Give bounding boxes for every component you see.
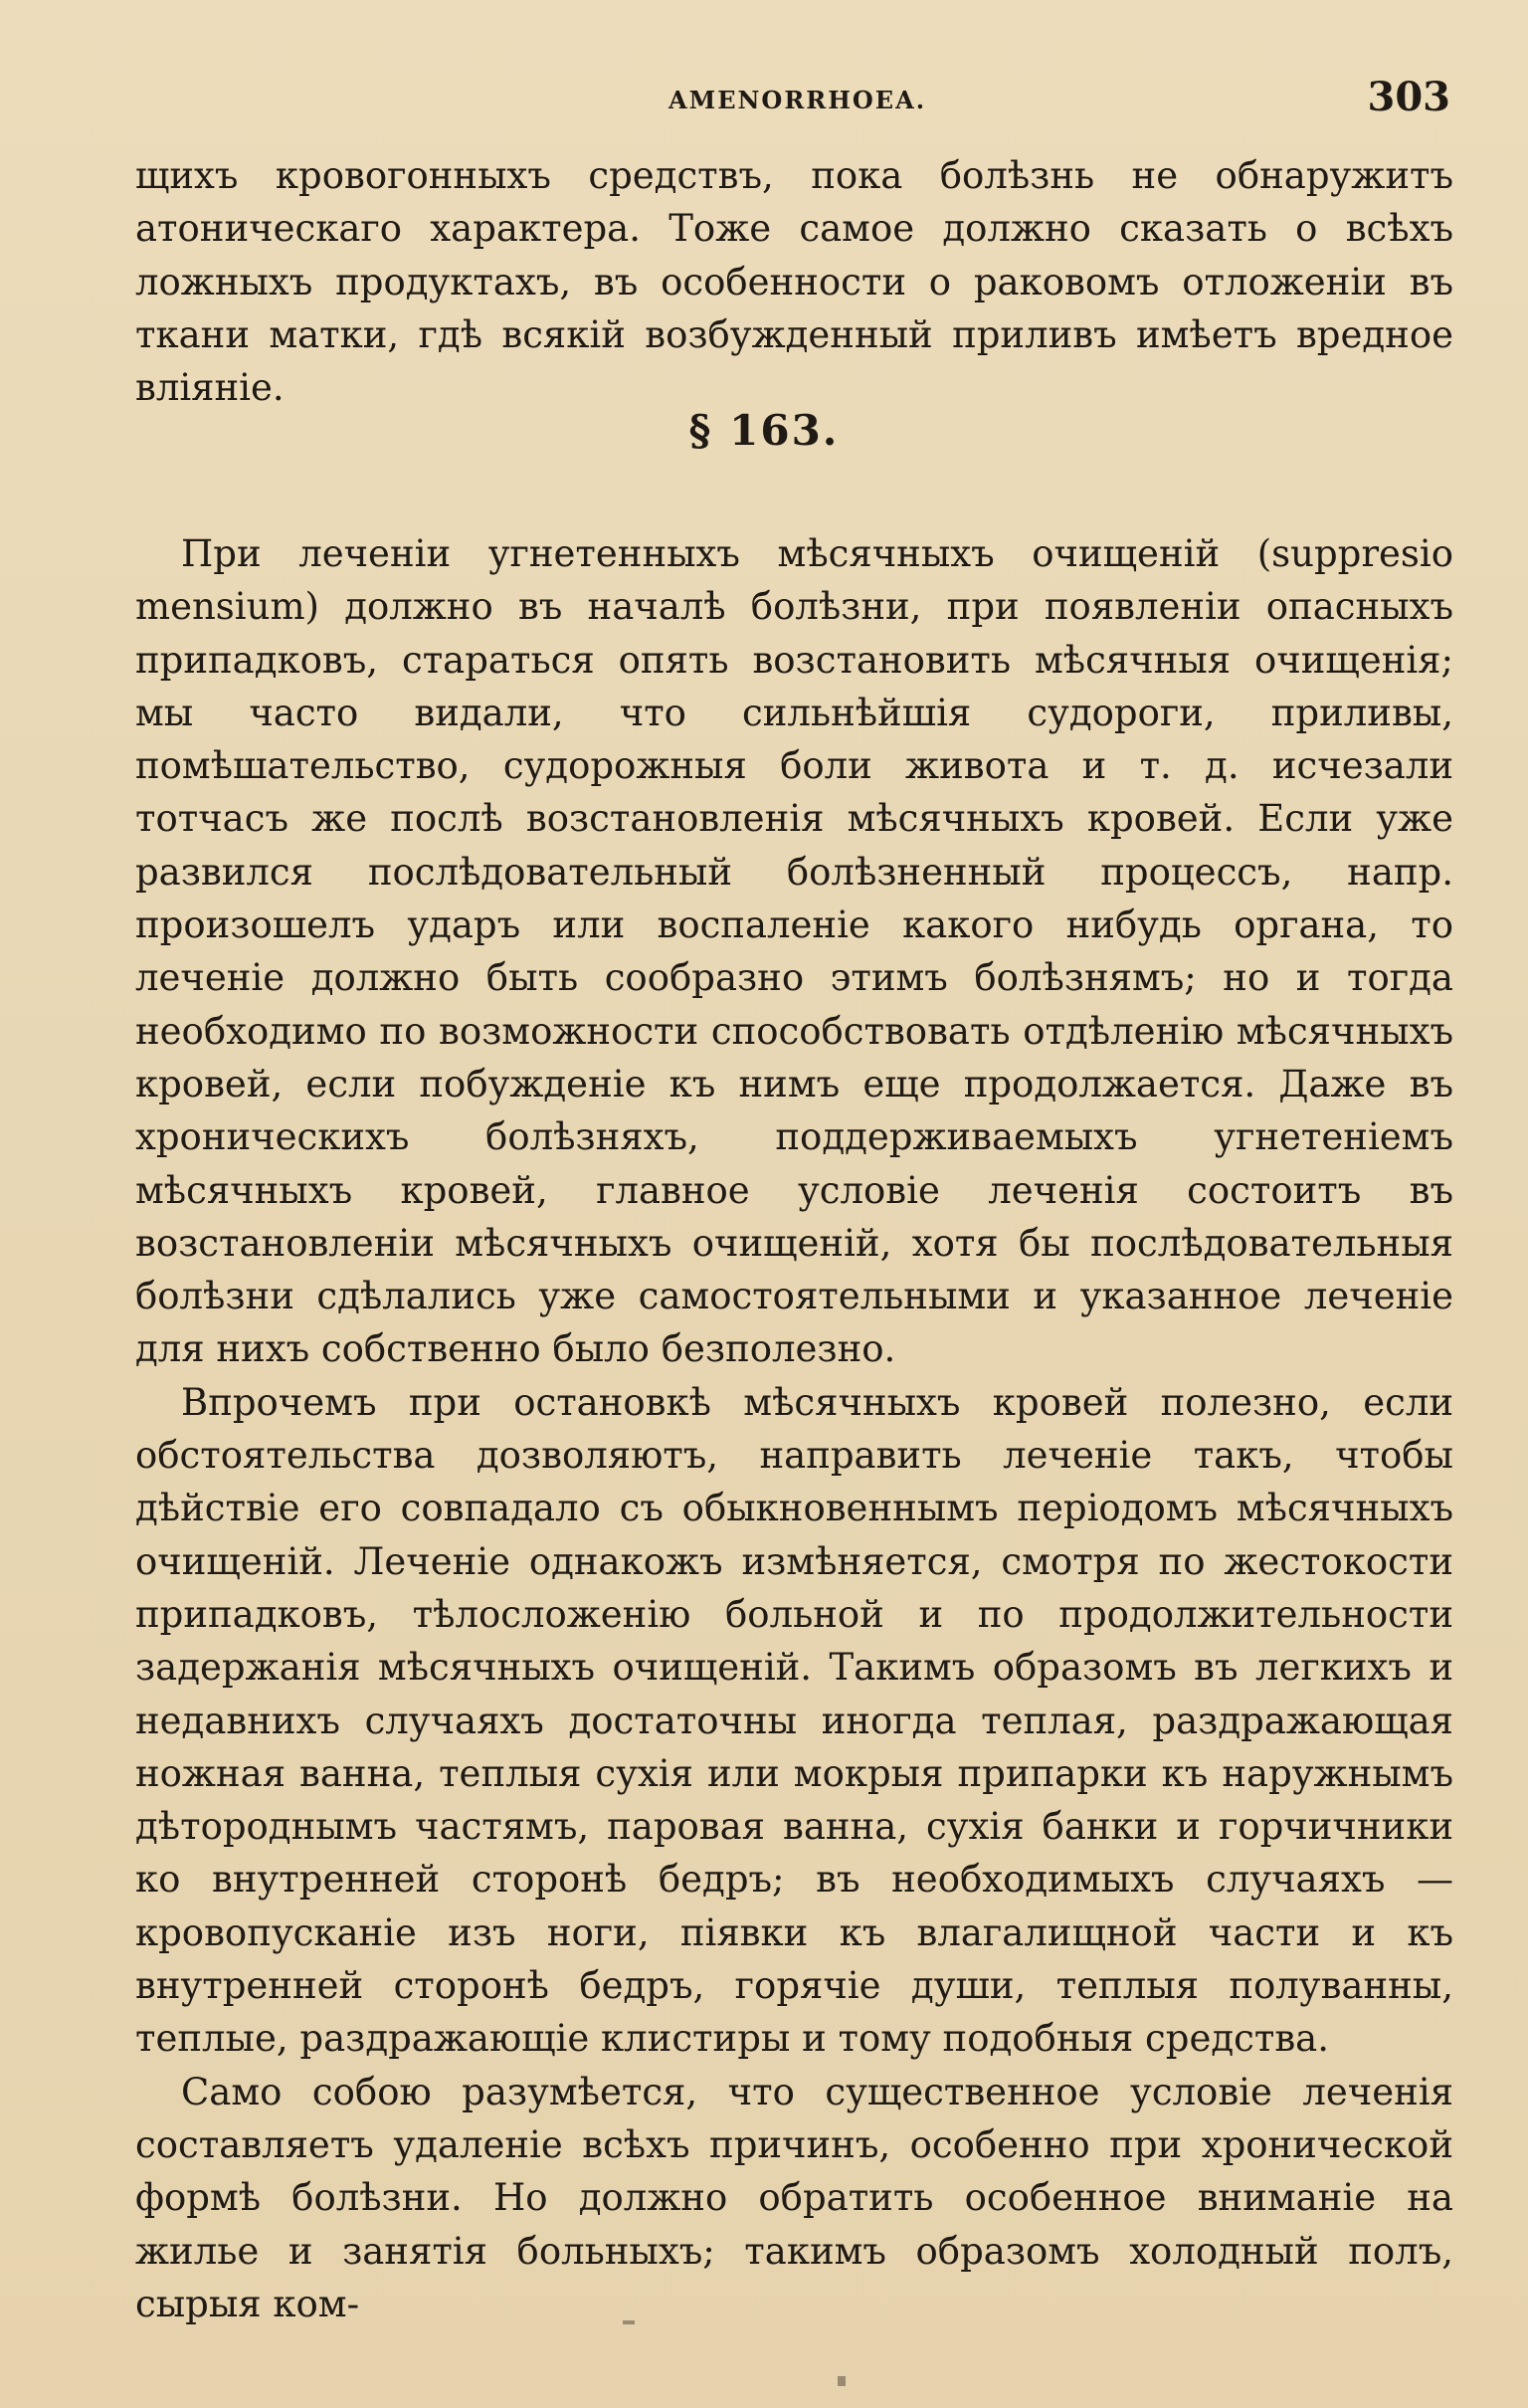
paragraph-1: При леченiи угнетенныхъ мѣсячныхъ очищенiй (suppresio mensium) должно въ началѣ болѣзни, при появленiи опасныхъ припадковъ, стараться опять возстановить мѣсячныя очищенiя; мы часто видали, что сильнѣйшiя судороги, приливы, помѣшательство, судорожныя боли живота и т. д. исчезали тотчасъ же послѣ возстановленiя мѣсячныхъ кровей. Если уже развился послѣдовательный болѣзненный процессъ, напр. произошелъ ударъ или воспаленiе какого нибудь органа, то леченiе должно быть сообразно этимъ болѣзнямъ; но и тогда необходимо по возможности способствовать отдѣленiю мѣсячныхъ кровей, если побужденiе къ нимъ еще продолжается. Даже въ хроническихъ болѣзняхъ, поддерживаемыхъ угнетенiемъ мѣсячныхъ кровей, главное условiе леченiя состоитъ въ возстановленiи мѣсячныхъ очищенiй, хотя бы послѣдовательныя болѣзни сдѣлались уже самостоятельными и указанное леченiе для нихъ собственно было безполезно. xyxy=(135,532,1453,1371)
page-number: 303 xyxy=(1367,74,1450,120)
paragraph-3: Само собою разумѣется, что существенное условiе леченiя составляетъ удаленiе всѣхъ причинъ, особенно при хронической формѣ болѣзни. Но должно обратить особенное вниманiе на жилье и занятiя больныхъ; такимъ образомъ холодный полъ, сырыя ком- xyxy=(135,2070,1453,2325)
printer-mark xyxy=(838,2376,846,2386)
section-body xyxy=(135,527,1453,2330)
continued-paragraph: щихъ кровогонныхъ средствъ, пока болѣзнь не обнаружитъ атоническаго характера. Тоже самое должно сказать о всѣхъ ложныхъ продуктахъ, въ особенности о раковомъ отложенiи въ ткани матки, гдѣ всякiй возбужденный приливъ имѣетъ вредное влiянiе. xyxy=(135,154,1453,410)
paragraph-2: Впрочемъ при остановкѣ мѣсячныхъ кровей полезно, если обстоятельства дозволяютъ, направить леченiе такъ, чтобы дѣйствiе его совпадало съ обыкновеннымъ перiодомъ мѣсячныхъ очищенiй. Леченiе однакожъ измѣняется, смотря по жестокости припадковъ, тѣлосложенiю больной и по продолжительности задержанiя мѣсячныхъ очищенiй. Такимъ образомъ въ легкихъ и недавнихъ случаяхъ достаточны иногда теплая, раздражающая ножная ванна, теплыя сухiя или мокрыя припарки къ наружнымъ дѣтороднымъ частямъ, паровая ванна, сухiя банки и горчичники ко внутренней сторонѣ бедръ; въ необходимыхъ случаяхъ — кровопусканiе изъ ноги, пiявки къ влагалищной части и къ внутренней сторонѣ бедръ, горячiе души, теплыя полуванны, теплые, раздражающiе клистиры и тому подобныя средства. xyxy=(135,1380,1453,2061)
printer-mark xyxy=(623,2320,635,2324)
running-head xyxy=(0,74,1528,123)
top-text-block xyxy=(135,149,1453,414)
section-heading: § 163. xyxy=(688,406,840,455)
running-title: AMENORRHOEA. xyxy=(668,86,927,114)
